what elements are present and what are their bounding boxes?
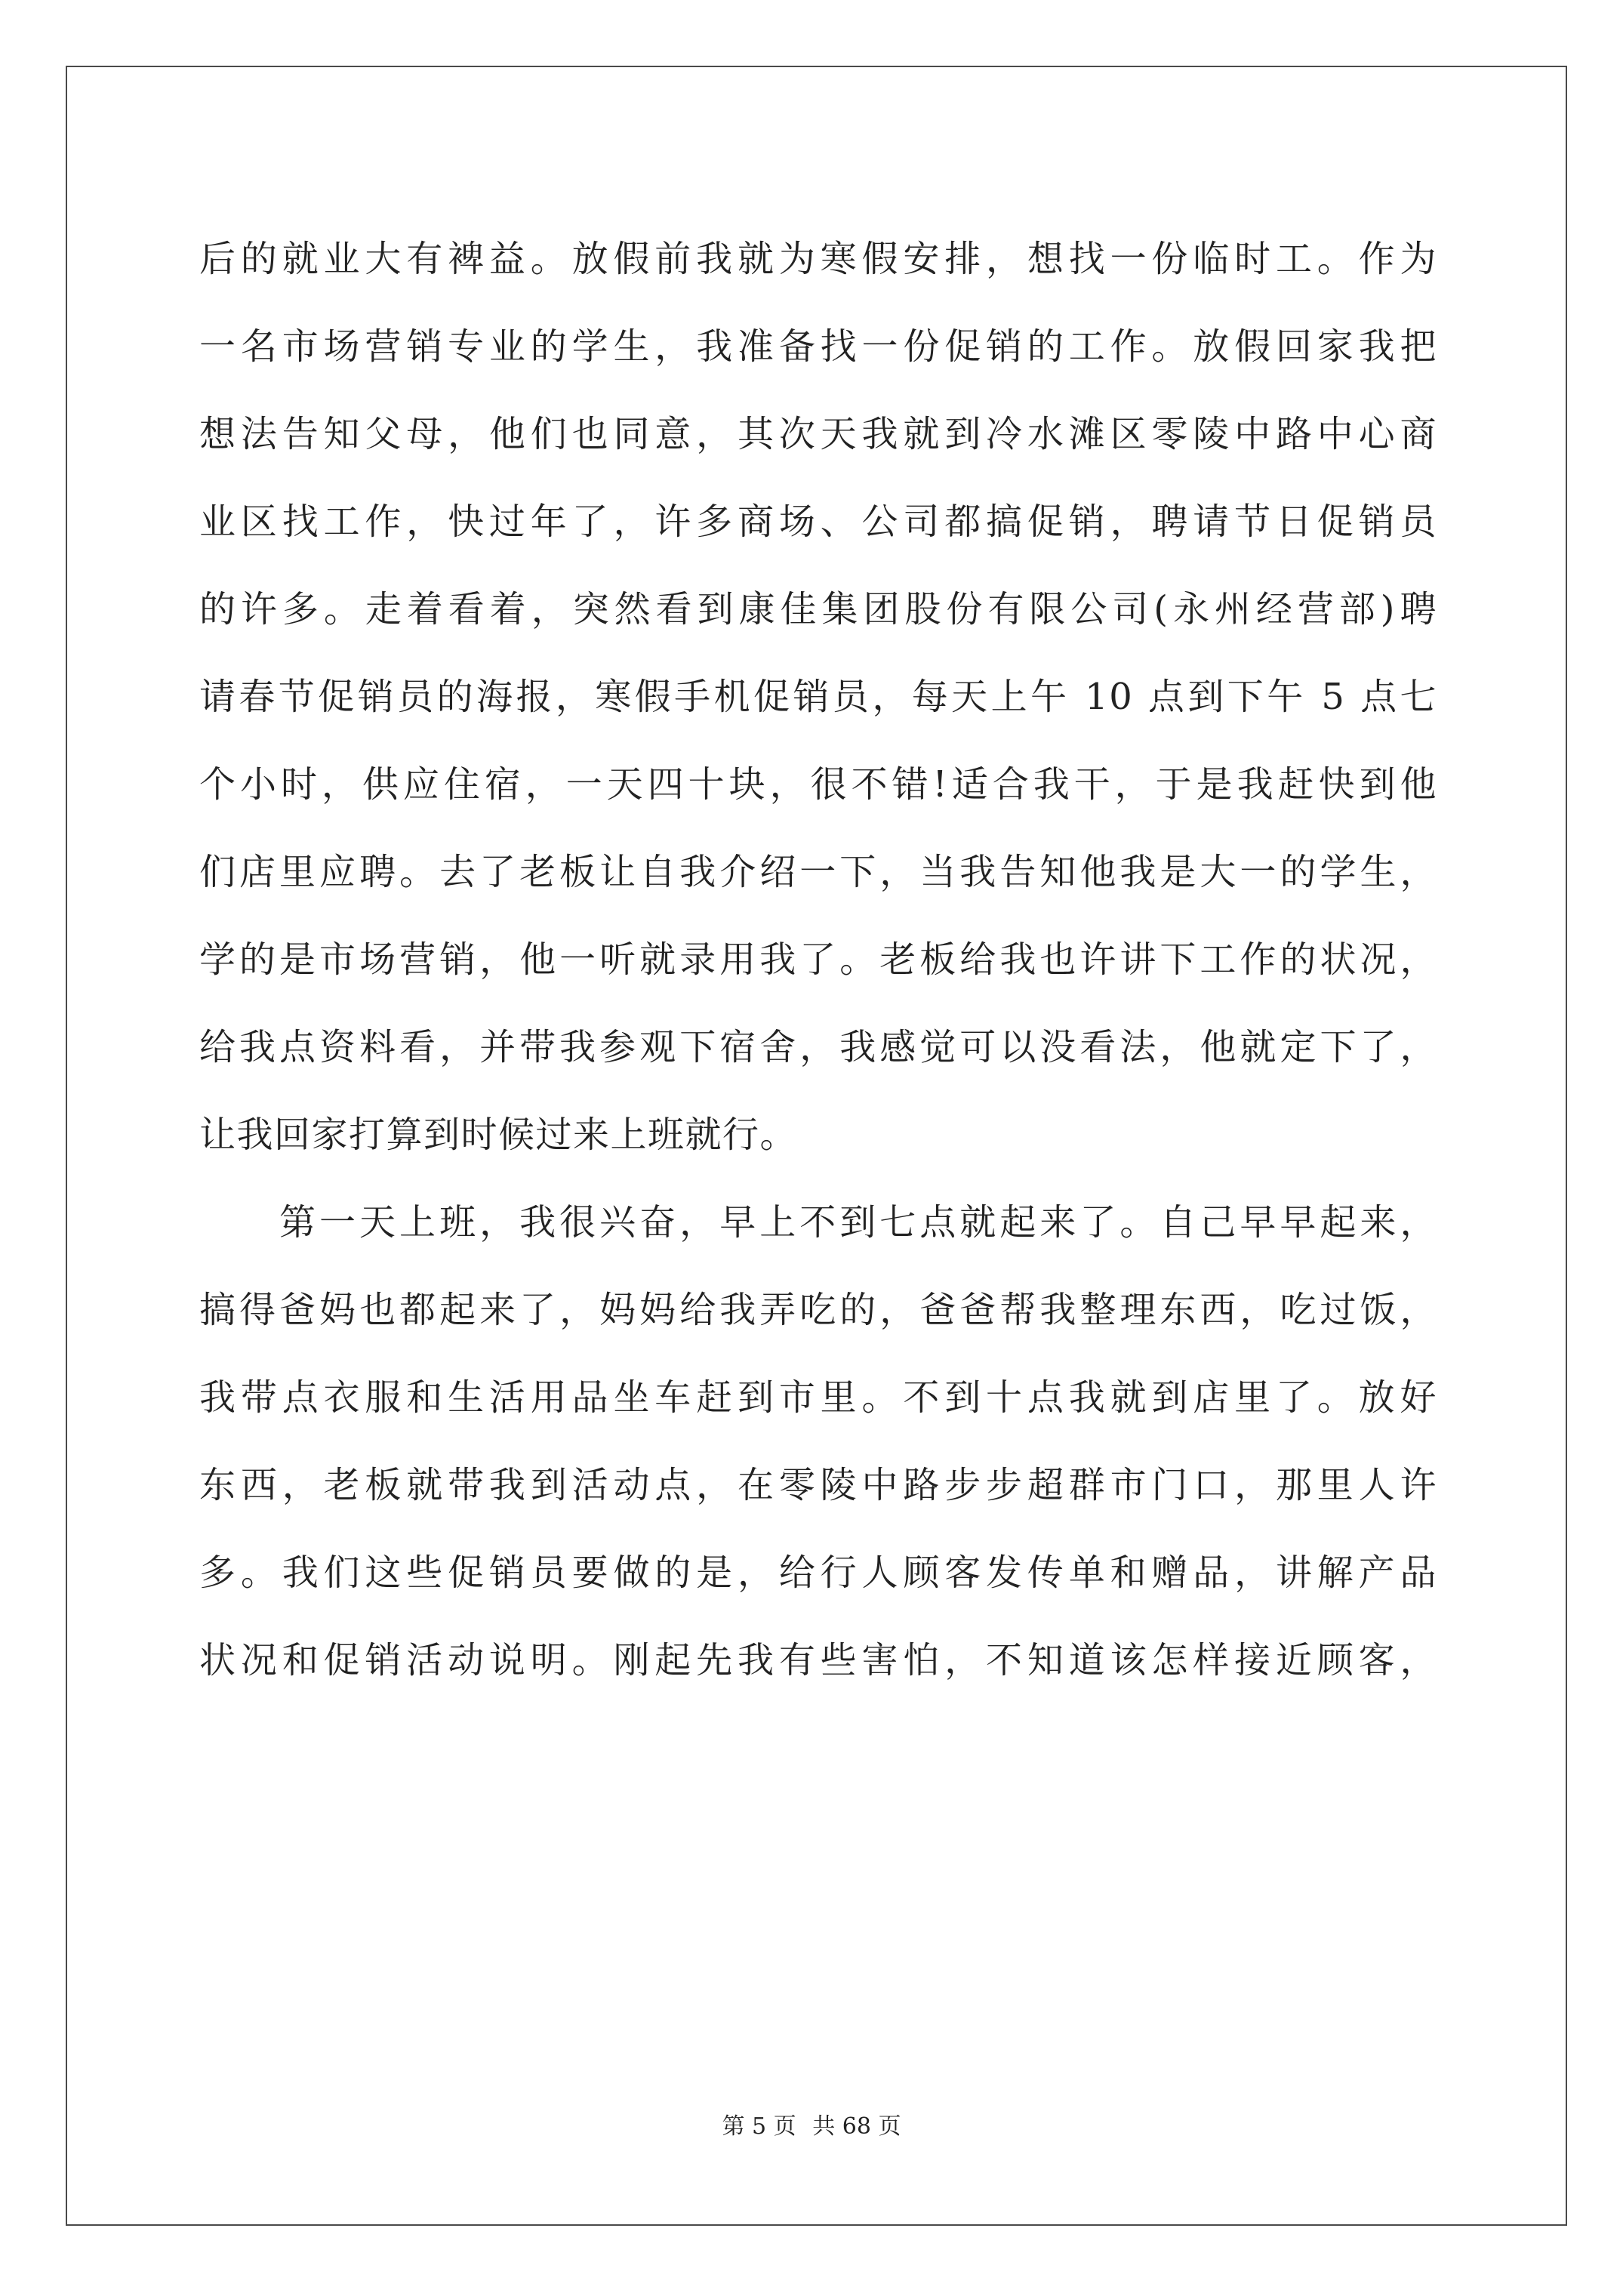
text-line: 让我回家打算到时候过来上班就行。 [199, 1114, 798, 1156]
text-line: 个小时，供应住宿，一天四十块，很不错!适合我干，于是我赶快到他 [199, 763, 1437, 806]
text-line: 搞得爸妈也都起来了，妈妈给我弄吃的，爸爸帮我整理东西，吃过饭， [199, 1289, 1437, 1331]
text-line: 们店里应聘。去了老板让自我介绍一下，当我告知他我是大一的学生， [199, 851, 1437, 893]
text-line: 状况和促销活动说明。刚起先我有些害怕，不知道该怎样接近顾客， [199, 1639, 1437, 1681]
text-line: 给我点资料看，并带我参观下宿舍，我感觉可以没看法，他就定下了， [199, 1026, 1437, 1068]
page-footer [0, 2112, 1623, 2142]
paragraph-1 [199, 215, 1437, 1179]
text-line: 请春节促销员的海报，寒假手机促销员，每天上午 10 点到下午 5 点七 [199, 676, 1437, 718]
paragraph-2 [199, 1179, 1437, 1704]
text-line: 第一天上班，我很兴奋，早上不到七点就起来了。自己早早起来， [279, 1201, 1437, 1244]
document-body [199, 215, 1437, 1704]
text-line: 多。我们这些促销员要做的是，给行人顾客发传单和赠品，讲解产品 [199, 1552, 1437, 1594]
text-line: 的许多。走着看着，突然看到康佳集团股份有限公司(永州经营部)聘 [199, 588, 1437, 630]
text-line: 东西，老板就带我到活动点，在零陵中路步步超群市门口，那里人许 [199, 1464, 1437, 1506]
page-number: 第 5 页 [722, 2113, 796, 2140]
text-line: 后的就业大有裨益。放假前我就为寒假安排，想找一份临时工。作为 [199, 238, 1437, 280]
text-line: 业区找工作，快过年了，许多商场、公司都搞促销，聘请节日促销员 [199, 501, 1437, 543]
text-line: 学的是市场营销，他一听就录用我了。老板给我也许讲下工作的状况， [199, 938, 1437, 981]
page-total: 共 68 页 [812, 2113, 901, 2140]
text-line: 想法告知父母，他们也同意，其次天我就到冷水滩区零陵中路中心商 [199, 413, 1437, 455]
text-line: 一名市场营销专业的学生，我准备找一份促销的工作。放假回家我把 [199, 325, 1437, 368]
text-line: 我带点衣服和生活用品坐车赶到市里。不到十点我就到店里了。放好 [199, 1376, 1437, 1419]
